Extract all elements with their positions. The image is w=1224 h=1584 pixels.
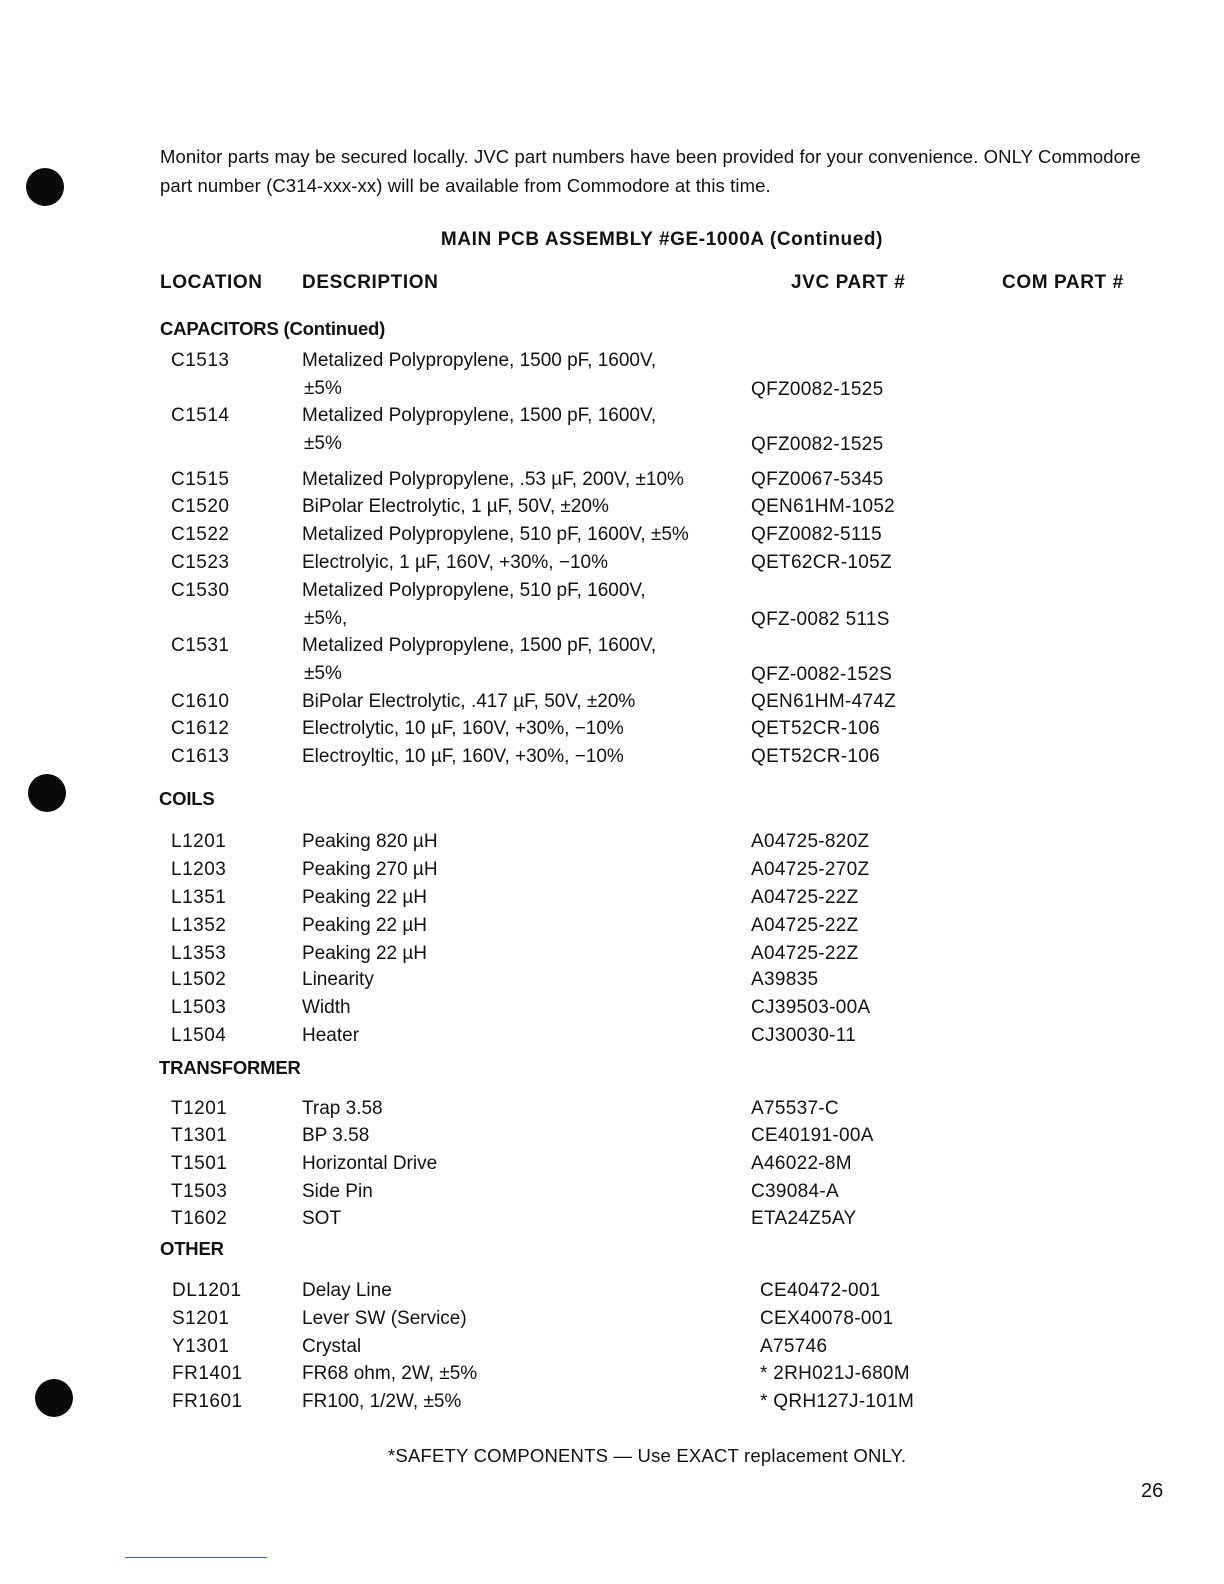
table-row xyxy=(0,1391,1224,1419)
description-cell: FR68 ohm, 2W, ±5% xyxy=(302,1363,478,1384)
table-row xyxy=(0,969,1224,997)
description-cell: Lever SW (Service) xyxy=(302,1308,467,1329)
jvc-part-cell: A04725-22Z xyxy=(751,943,859,964)
assembly-title: MAIN PCB ASSEMBLY #GE-1000A (Continued) xyxy=(440,229,884,250)
location-cell: C1520 xyxy=(171,496,230,517)
table-row xyxy=(0,746,1224,774)
location-cell: FR1601 xyxy=(172,1391,243,1412)
table-row xyxy=(0,1336,1224,1364)
location-cell: C1612 xyxy=(171,718,230,739)
jvc-part-cell: A46022-8M xyxy=(751,1153,852,1174)
description-cell: Electrolyic, 1 µF, 160V, +30%, −10% xyxy=(302,552,608,573)
section-capacitors: CAPACITORS (Continued) xyxy=(160,318,386,339)
location-cell: Y1301 xyxy=(172,1336,230,1357)
location-cell: C1522 xyxy=(171,524,230,545)
table-row xyxy=(0,1208,1224,1236)
location-cell: C1531 xyxy=(171,635,230,656)
location-cell: C1523 xyxy=(171,552,230,573)
jvc-part-cell: CEX40078-001 xyxy=(760,1308,894,1329)
location-cell: C1515 xyxy=(171,469,230,490)
description-cell: Heater xyxy=(302,1025,360,1046)
table-row xyxy=(0,859,1224,887)
jvc-part-cell: A75537-C xyxy=(751,1098,839,1119)
table-row xyxy=(0,524,1224,552)
section-other: OTHER xyxy=(160,1238,224,1259)
description-continuation: ±5% xyxy=(304,663,342,684)
table-row xyxy=(0,1308,1224,1336)
jvc-part-cell: QEN61HM-1052 xyxy=(751,496,896,517)
jvc-part-cell: A04725-22Z xyxy=(751,887,859,908)
location-cell: T1602 xyxy=(171,1208,228,1229)
jvc-part-cell: * 2RH021J-680M xyxy=(760,1363,910,1384)
table-row xyxy=(0,350,1224,400)
description-cell: Linearity xyxy=(302,969,374,990)
jvc-part-cell: ETA24Z5AY xyxy=(751,1208,857,1229)
description-cell: Peaking 820 µH xyxy=(302,831,438,852)
location-cell: C1613 xyxy=(171,746,230,767)
column-header-description: DESCRIPTION xyxy=(302,272,439,293)
location-cell: T1503 xyxy=(171,1181,228,1202)
binder-hole-middle xyxy=(28,774,66,812)
table-row xyxy=(0,943,1224,971)
table-row xyxy=(0,691,1224,719)
page-number: 26 xyxy=(1141,1480,1164,1502)
jvc-part-cell: QFZ0082-1525 xyxy=(751,434,884,455)
table-row xyxy=(0,1125,1224,1153)
table-row xyxy=(0,469,1224,497)
jvc-part-cell: CJ39503-00A xyxy=(751,997,871,1018)
description-cell: Metalized Polypropylene, 510 pF, 1600V, ±5% xyxy=(302,524,689,545)
jvc-part-cell: CE40472-001 xyxy=(760,1280,881,1301)
column-header-com-part: COM PART # xyxy=(1002,272,1124,293)
table-row xyxy=(0,635,1224,685)
location-cell: S1201 xyxy=(172,1308,230,1329)
location-cell: L1203 xyxy=(171,859,227,880)
table-row xyxy=(0,1098,1224,1126)
table-row xyxy=(0,831,1224,859)
description-continuation: ±5% xyxy=(304,378,342,399)
jvc-part-cell: A04725-820Z xyxy=(751,831,870,852)
description-cell: Peaking 22 µH xyxy=(302,887,428,908)
table-row xyxy=(0,496,1224,524)
table-row xyxy=(0,552,1224,580)
description-cell: Metalized Polypropylene, 510 pF, 1600V, xyxy=(302,580,646,601)
table-row xyxy=(0,1181,1224,1209)
jvc-part-cell: QFZ0082-1525 xyxy=(751,379,884,400)
jvc-part-cell: QET52CR-106 xyxy=(751,746,880,767)
description-cell: Trap 3.58 xyxy=(302,1098,383,1119)
location-cell: L1504 xyxy=(171,1025,227,1046)
description-cell: Horizontal Drive xyxy=(302,1153,438,1174)
location-cell: T1501 xyxy=(171,1153,228,1174)
table-row xyxy=(0,1363,1224,1391)
description-cell: Side Pin xyxy=(302,1181,373,1202)
jvc-part-cell: QFZ-0082 511S xyxy=(751,609,890,630)
section-coils: COILS xyxy=(159,788,215,809)
jvc-part-cell: CE40191-00A xyxy=(751,1125,874,1146)
jvc-part-cell: C39084-A xyxy=(751,1181,839,1202)
jvc-part-cell: QET52CR-106 xyxy=(751,718,880,739)
description-cell: FR100, 1/2W, ±5% xyxy=(302,1391,462,1412)
description-continuation: ±5% xyxy=(304,433,342,454)
location-cell: L1201 xyxy=(171,831,227,852)
description-cell: Width xyxy=(302,997,351,1018)
description-cell: Delay Line xyxy=(302,1280,392,1301)
description-cell: BiPolar Electrolytic, .417 µF, 50V, ±20% xyxy=(302,691,636,712)
location-cell: L1353 xyxy=(171,943,227,964)
location-cell: FR1401 xyxy=(172,1363,243,1384)
jvc-part-cell: A75746 xyxy=(760,1336,828,1357)
jvc-part-cell: CJ30030-11 xyxy=(751,1025,857,1046)
location-cell: T1201 xyxy=(171,1098,228,1119)
description-cell: Metalized Polypropylene, 1500 pF, 1600V, xyxy=(302,405,657,426)
jvc-part-cell: QET62CR-105Z xyxy=(751,552,892,573)
description-cell: Metalized Polypropylene, 1500 pF, 1600V, xyxy=(302,635,657,656)
description-cell: Electroyltic, 10 µF, 160V, +30%, −10% xyxy=(302,746,624,767)
page-heading xyxy=(0,229,1224,251)
jvc-part-cell: A04725-22Z xyxy=(751,915,859,936)
location-cell: DL1201 xyxy=(172,1280,242,1301)
description-cell: BP 3.58 xyxy=(302,1125,370,1146)
binder-hole-top xyxy=(26,168,64,206)
safety-footnote: *SAFETY COMPONENTS — Use EXACT replacement ONLY. xyxy=(388,1445,907,1466)
location-cell: L1503 xyxy=(171,997,227,1018)
table-row xyxy=(0,915,1224,943)
description-cell: Peaking 270 µH xyxy=(302,859,438,880)
description-continuation: ±5%, xyxy=(304,608,348,629)
column-header-location: LOCATION xyxy=(160,272,263,293)
table-row xyxy=(0,718,1224,746)
jvc-part-cell: * QRH127J-101M xyxy=(760,1391,915,1412)
location-cell: L1502 xyxy=(171,969,227,990)
description-cell: Peaking 22 µH xyxy=(302,915,428,936)
table-row xyxy=(0,1025,1224,1053)
jvc-part-cell: A04725-270Z xyxy=(751,859,870,880)
table-row xyxy=(0,1280,1224,1308)
jvc-part-cell: A39835 xyxy=(751,969,819,990)
jvc-part-cell: QFZ0067-5345 xyxy=(751,469,884,490)
location-cell: L1352 xyxy=(171,915,227,936)
location-cell: T1301 xyxy=(171,1125,228,1146)
table-row xyxy=(0,405,1224,455)
intro-paragraph: Monitor parts may be secured locally. JVC part numbers have been provided for your convenience. ONLY Commodore part number (C314-xxx-xx) will be available from Commodore at this time. xyxy=(160,146,1141,196)
table-row xyxy=(0,997,1224,1025)
location-cell: L1351 xyxy=(171,887,227,908)
table-row xyxy=(0,887,1224,915)
location-cell: C1530 xyxy=(171,580,230,601)
table-row xyxy=(0,1153,1224,1181)
jvc-part-cell: QEN61HM-474Z xyxy=(751,691,897,712)
description-cell: Electrolytic, 10 µF, 160V, +30%, −10% xyxy=(302,718,624,739)
section-transformer: TRANSFORMER xyxy=(159,1057,301,1078)
description-cell: BiPolar Electrolytic, 1 µF, 50V, ±20% xyxy=(302,496,609,517)
description-cell: Metalized Polypropylene, .53 µF, 200V, ±10% xyxy=(302,469,684,490)
jvc-part-cell: QFZ-0082-152S xyxy=(751,664,893,685)
location-cell: C1514 xyxy=(171,405,230,426)
description-cell: Metalized Polypropylene, 1500 pF, 1600V, xyxy=(302,350,657,371)
description-cell: SOT xyxy=(302,1208,342,1229)
location-cell: C1513 xyxy=(171,350,230,371)
column-header-jvc-part: JVC PART # xyxy=(791,272,906,293)
description-cell: Crystal xyxy=(302,1336,362,1357)
location-cell: C1610 xyxy=(171,691,230,712)
table-row xyxy=(0,580,1224,630)
description-cell: Peaking 22 µH xyxy=(302,943,428,964)
jvc-part-cell: QFZ0082-5115 xyxy=(751,524,883,545)
bottom-rule xyxy=(125,1557,267,1558)
